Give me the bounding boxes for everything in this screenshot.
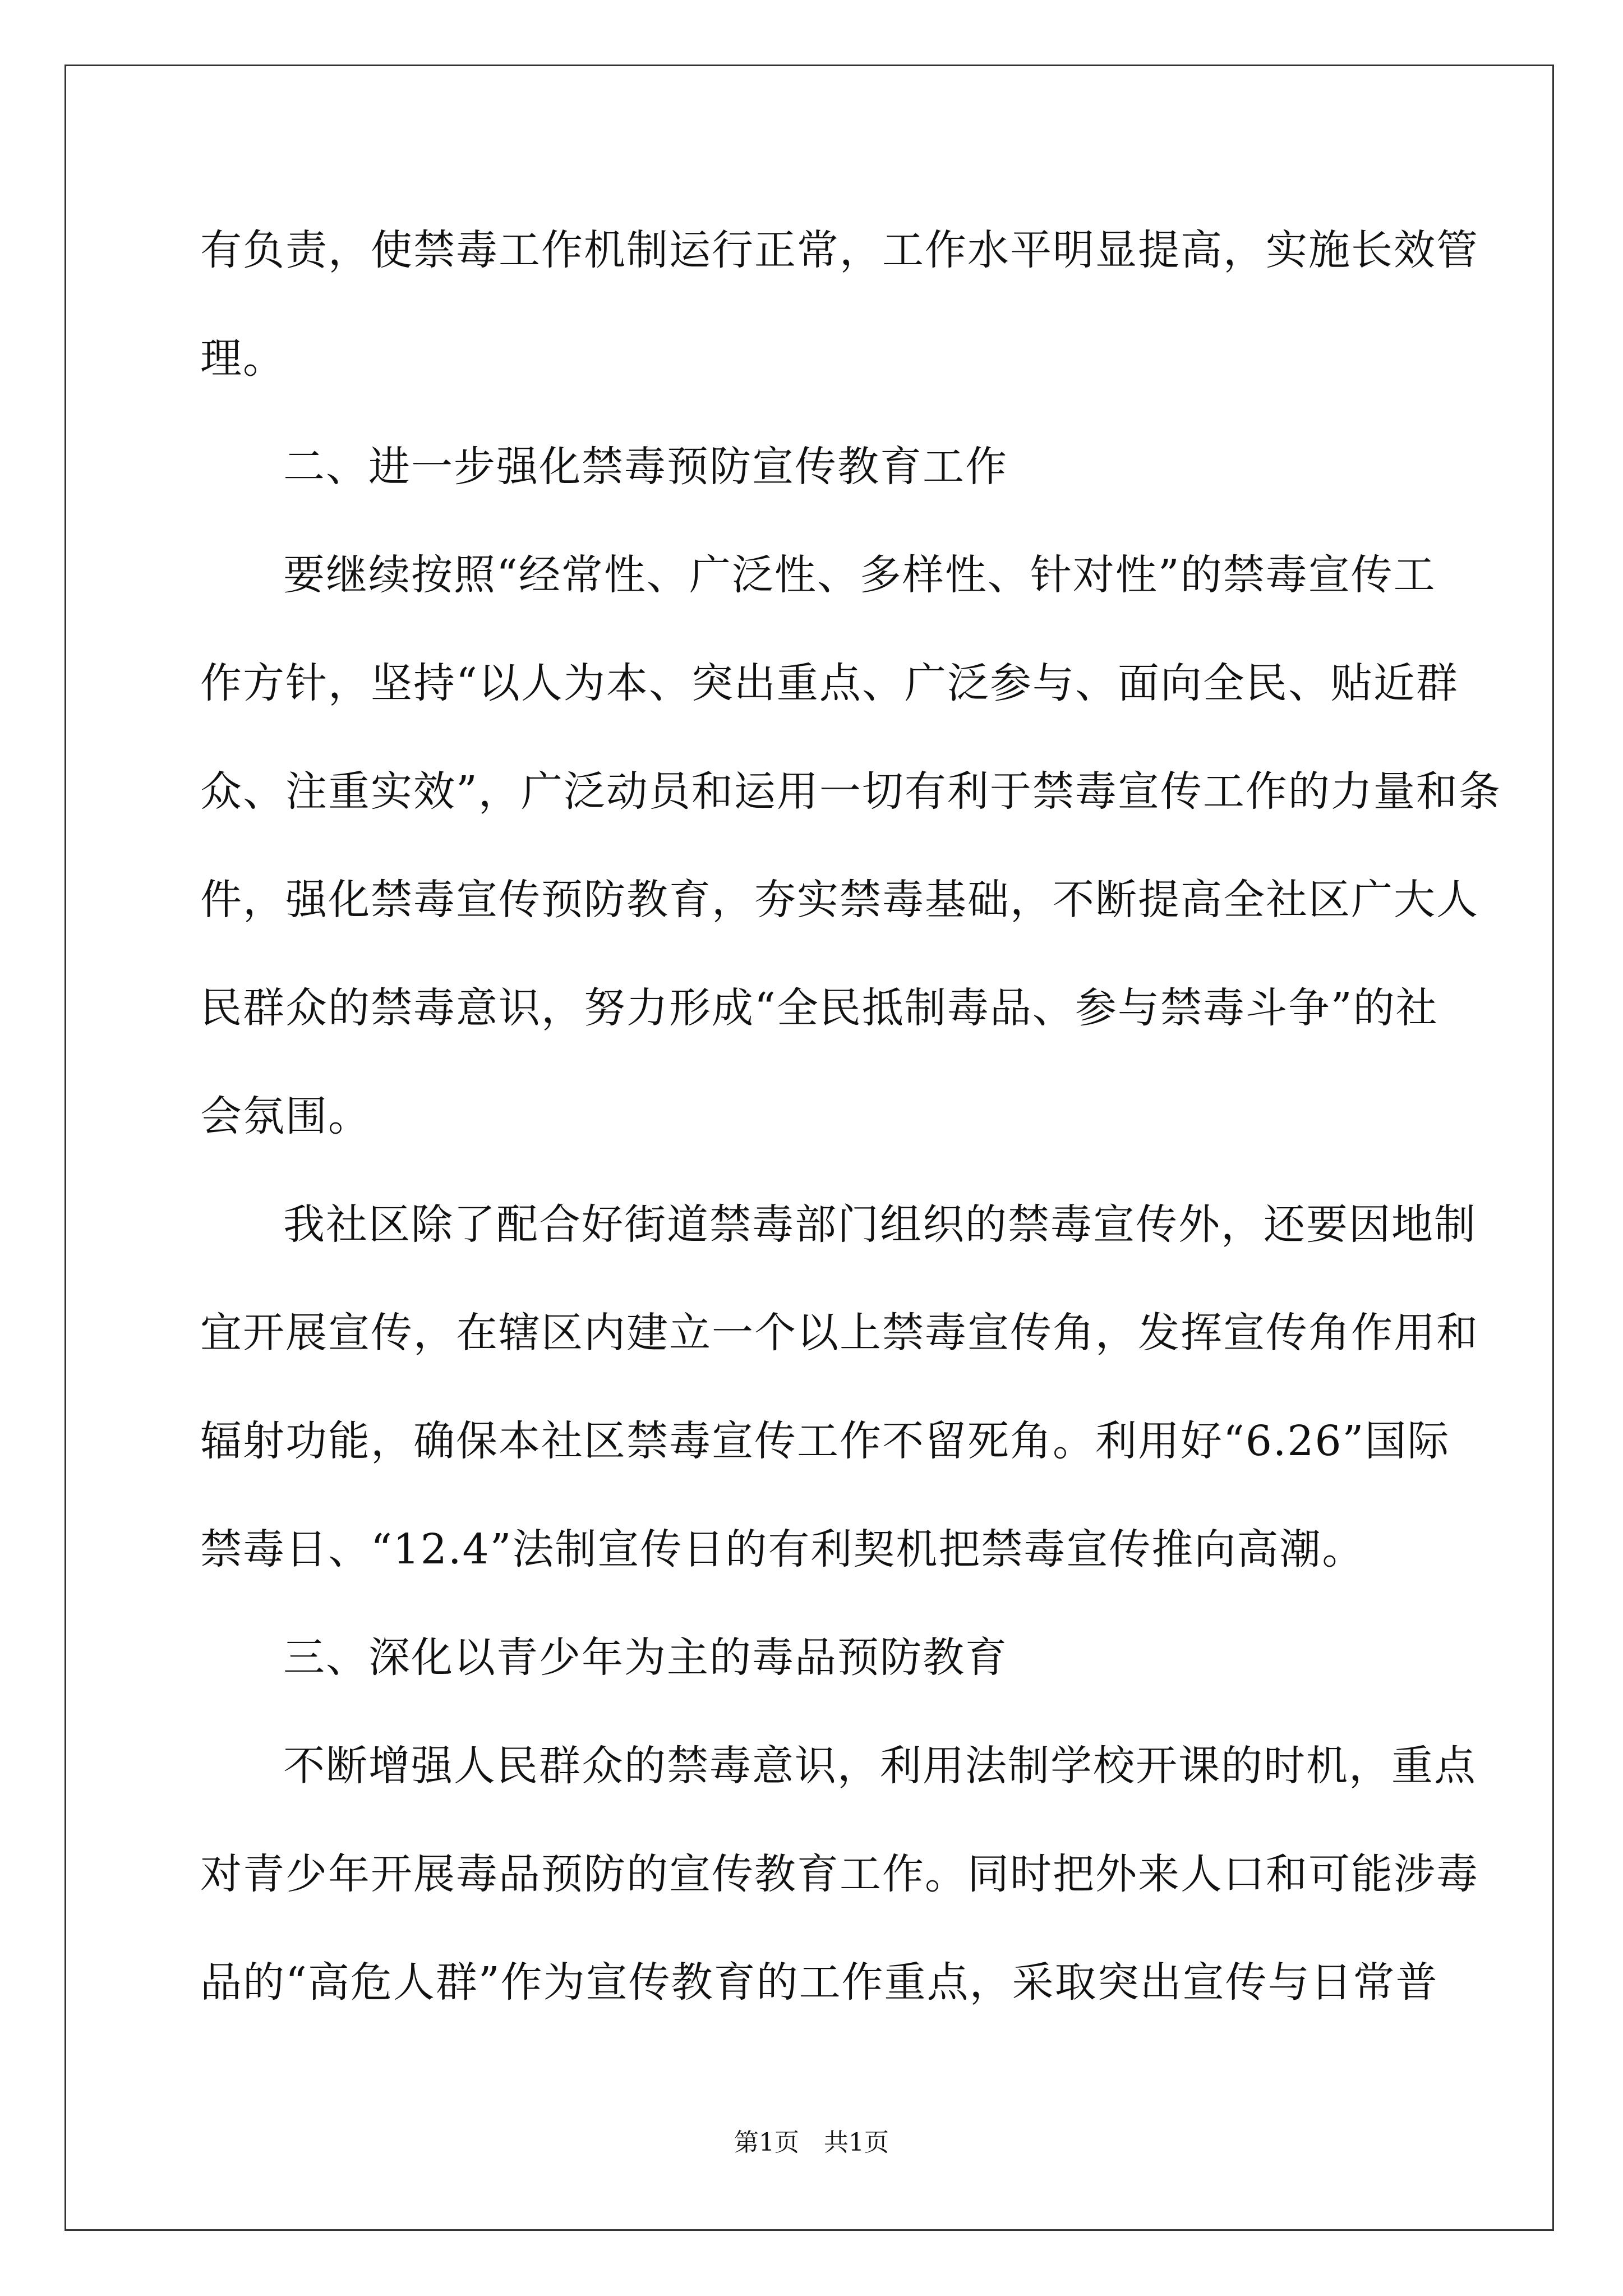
text-line: 会氛围。 [200,1092,371,1140]
text-line: 辐射功能，确保本社区禁毒宣传工作不留死角。利用好“6.26”国际 [200,1417,1450,1465]
text-line: 件，强化禁毒宣传预防教育，夯实禁毒基础，不断提高全社区广大人 [200,876,1479,924]
text-line: 宜开展宣传，在辖区内建立一个以上禁毒宣传角，发挥宣传角作用和 [200,1309,1479,1357]
text-line: 我社区除了配合好街道禁毒部门组织的禁毒宣传外，还要因地制 [283,1200,1477,1249]
text-line: 有负责，使禁毒工作机制运行正常，工作水平明显提高，实施长效管 [200,226,1479,274]
text-line: 品的“高危人群”作为宣传教育的工作重点，采取突出宣传与日常普 [200,1958,1438,2007]
text-line: 禁毒日、“12.4”法制宣传日的有利契机把禁毒宣传推向高潮。 [200,1525,1365,1573]
text-line: 民群众的禁毒意识，努力形成“全民抵制毒品、参与禁毒斗争”的社 [200,984,1438,1032]
text-line: 理。 [200,334,285,383]
page-border [64,65,1554,2231]
text-line: 作方针，坚持“以人为本、突出重点、广泛参与、面向全民、贴近群 [200,659,1459,707]
section-heading: 三、深化以青少年为主的毒品预防教育 [283,1634,1008,1682]
page-footer: 第1页 共1页 [734,2128,889,2157]
text-line: 对青少年开展毒品预防的宣传教育工作。同时把外来人口和可能涉毒 [200,1850,1479,1898]
text-line: 不断增强人民群众的禁毒意识，利用法制学校开课的时机，重点 [283,1742,1477,1790]
text-line: 要继续按照“经常性、广泛性、多样性、针对性”的禁毒宣传工 [283,551,1436,599]
section-heading: 二、进一步强化禁毒预防宣传教育工作 [283,443,1008,491]
text-line: 众、注重实效”，广泛动员和运用一切有利于禁毒宣传工作的力量和条 [200,767,1501,816]
